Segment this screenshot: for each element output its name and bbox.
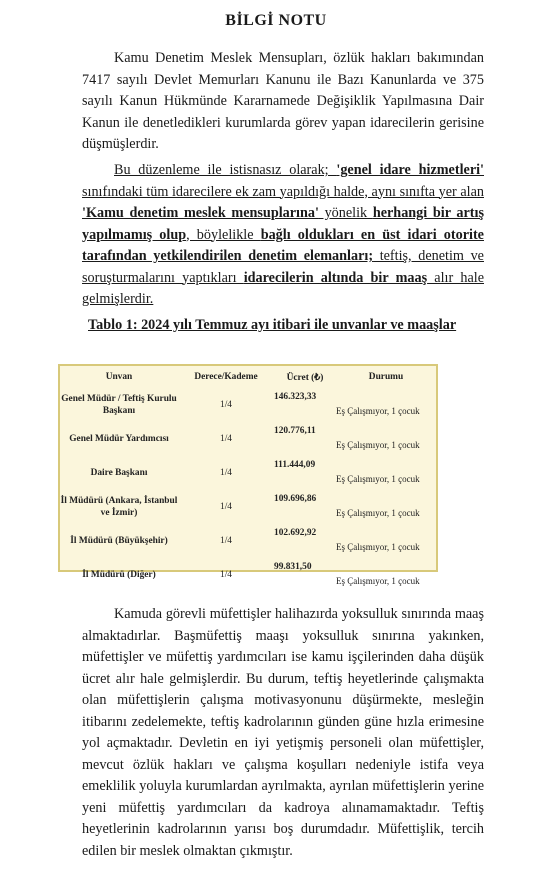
cell-derece: 1/4 [220, 570, 232, 580]
cell-durum: Eş Çalışmıyor, 1 çocuk [336, 542, 420, 552]
cell-unvan: Genel Müdür Yardımcısı [69, 434, 169, 444]
p2-s4: 'Kamu denetim meslek mensuplarına' [82, 205, 319, 221]
cell-durum: Eş Çalışmıyor, 1 çocuk [336, 440, 420, 450]
table-header-row [60, 366, 436, 388]
p2-s7: , böylelikle [186, 226, 261, 243]
cell-ucret: 102.692,92 [274, 528, 317, 538]
table-row [60, 558, 436, 592]
header-unvan: Unvan [105, 372, 133, 382]
table-row [60, 422, 436, 456]
cell-ucret: 111.444,09 [274, 460, 316, 470]
cell-derece: 1/4 [220, 468, 232, 478]
cell-durum: Eş Çalışmıyor, 1 çocuk [336, 474, 420, 484]
table-row [60, 456, 436, 490]
cell-ucret: 109.696,86 [274, 494, 317, 504]
cell-ucret: 120.776,11 [274, 426, 316, 436]
cell-unvan: İl Müdürü (Diğer) [82, 570, 156, 580]
p2-s10: idarecilerin altında bir maaş [243, 269, 428, 286]
p2-s6: herhangi bir artış yapılmamış olup [82, 205, 484, 243]
cell-unvan: İl Müdürü (Büyükşehir) [70, 536, 168, 546]
p2-s1: Bu düzenleme ile istisnasız olarak; [114, 162, 337, 178]
p2-s11: alır hale gelmişlerdir. [82, 269, 484, 307]
cell-derece: 1/4 [220, 502, 232, 512]
cell-derece: 1/4 [220, 400, 232, 410]
header-ucret: Ücret (₺) [286, 372, 324, 383]
cell-durum: Eş Çalışmıyor, 1 çocuk [336, 576, 420, 586]
table-row [60, 388, 436, 422]
document-title: BİLGİ NOTU [225, 12, 327, 29]
table-row [60, 524, 436, 558]
cell-derece: 1/4 [220, 434, 232, 444]
cell-durum: Eş Çalışmıyor, 1 çocuk [336, 508, 420, 518]
table-row [60, 490, 436, 524]
cell-unvan: İl Müdürü (Ankara, İstanbul ve İzmir) [60, 496, 178, 518]
paragraph-1: Kamu Denetim Meslek Mensupları, özlük hakları bakımından 7417 sayılı Devlet Memurları Kanunu ile Bazı Kanunlarda ve 375 sayılı Kanun Hükmünde Kararnamede Değişiklik Yapılmasına Dair Kanun ile denetledikleri kurumlarda görev yapan idarecilerin gerisine düşmüşlerdir. [82, 50, 484, 152]
cell-ucret: 146.323,33 [274, 392, 317, 402]
table-caption: Tablo 1: 2024 yılı Temmuz ayı itibari ile unvanlar ve maaşlar [88, 317, 457, 333]
paragraph-2 [82, 160, 484, 311]
salary-table [58, 364, 438, 586]
p2-s2: 'genel idare hizmetleri' [336, 162, 484, 178]
cell-ucret: 99.831,50 [274, 562, 312, 572]
p2-s5: yönelik [318, 205, 373, 221]
header-derece: Derece/Kademe [194, 372, 258, 382]
p2-s9: teftiş, denetim ve soruşturmalarını yaptıkları [82, 248, 484, 286]
cell-durum: Eş Çalışmıyor, 1 çocuk [336, 406, 420, 416]
cell-derece: 1/4 [220, 536, 232, 546]
cell-unvan: Genel Müdür / Teftiş Kurulu Başkanı [61, 394, 177, 416]
header-durum: Durumu [368, 372, 404, 382]
cell-unvan: Daire Başkanı [90, 468, 148, 478]
paragraph-3: Kamuda görevli müfettişler halihazırda yoksulluk sınırında maaş almaktadırlar. Başmüfettiş maaşı yoksulluk sınırına yakınken, müfettişler ve müfettiş yardımcıları ise kamu işçilerinden daha düşük ücret alır hale gelmişlerdir. Bu durum, teftiş heyetlerinde çalışmakta olan müfettişlerin çalışma motivasyonunu düşürmekte, mesleğin itibarını zedelemekte, teftiş kadrolarının günden güne hızla erimesine yol açmaktadır. Devletin en iyi yetişmiş personeli olan müfettişler, mevcut özlük hakları ve çalışma koşulları nedeniyle istifa veya emeklilik yoluyla kurumlardan ayrılmakta, ayrılan müfettişlerin yerine yeni müfettiş yardımcıları da kadroya alınamamaktadır. Teftiş heyetlerinin kadrolarının yarısı boş durumdadır. Müfettişlik, tercih edilen bir meslek olmaktan çıkmıştır. [82, 606, 484, 859]
p2-s3: sınıfındaki tüm idarecilere ek zam yapıldığı halde, aynı sınıfta yer alan [82, 183, 484, 200]
p2-s8: bağlı oldukları en üst idari otorite tarafından yetkilendirilen denetim elemanları; [82, 226, 484, 264]
